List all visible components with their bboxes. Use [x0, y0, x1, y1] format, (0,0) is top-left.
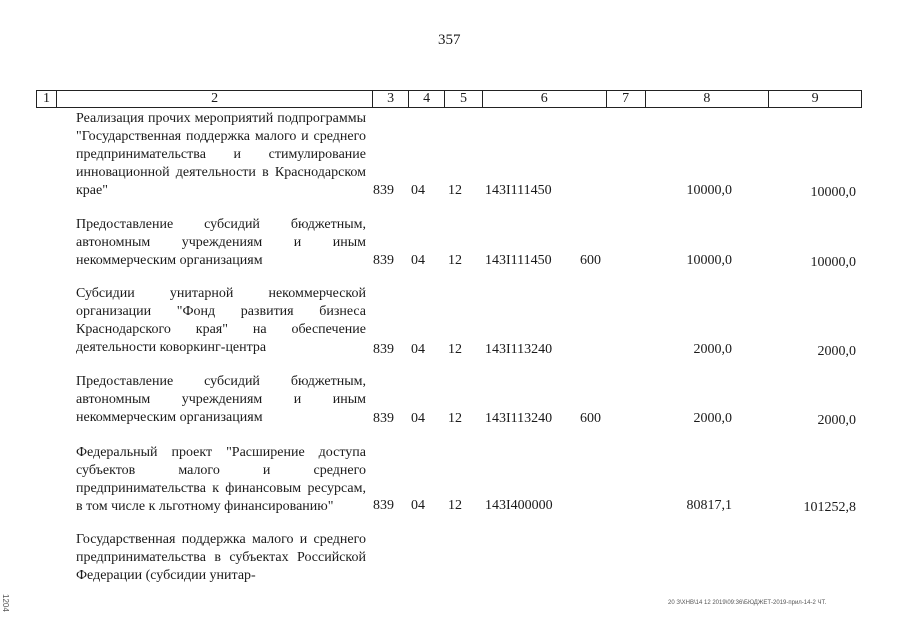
header-col-4: 4 [409, 91, 445, 107]
row-description: Государственная поддержка малого и среднего предпринимательства в субъектах Российской Федерации (субсидии унитар- [76, 532, 366, 583]
row-ved-code: 839 [373, 183, 394, 198]
row-description: Предоставление субсидий бюджетным, автономным учреждениям и иным некоммерческим организациям [76, 217, 366, 268]
row-sum-col8: 2000,0 [693, 342, 732, 357]
footer-stamp: 20 З\ХНВ\14 12 2019\09:36\БЮДЖЕТ-2019-прил-14-2 ЧТ. [668, 600, 827, 606]
row-sum-col8: 10000,0 [686, 183, 732, 198]
row-ved-code: 839 [373, 411, 394, 426]
row-sum-col9: 10000,0 [810, 185, 856, 200]
row-sum-col8: 80817,1 [686, 498, 732, 513]
row-target-code: 143I113240 [485, 342, 553, 357]
row-section-code: 04 [411, 411, 425, 426]
row-sum-col9: 2000,0 [817, 413, 856, 428]
row-subsection-code: 12 [448, 498, 462, 513]
row-ved-code: 839 [373, 253, 394, 268]
row-sum-col9: 2000,0 [817, 344, 856, 359]
row-ved-code: 839 [373, 342, 394, 357]
row-expense-type: 600 [580, 411, 601, 426]
row-description: Реализация прочих мероприятий подпрограммы "Государственная поддержка малого и среднего предпринимательства и стимулирование инновационной деятельности в Краснодарском крае" [76, 111, 366, 198]
side-page-mark: 1204 [1, 594, 10, 612]
row-target-code: 143I111450 [485, 253, 552, 268]
row-section-code: 04 [411, 183, 425, 198]
header-col-2: 2 [57, 91, 373, 107]
table-header-row [36, 90, 862, 108]
row-target-code: 143I400000 [485, 498, 553, 513]
row-description: Предоставление субсидий бюджетным, автономным учреждениям и иным некоммерческим организациям [76, 374, 366, 425]
header-col-7: 7 [607, 91, 646, 107]
page-number: 357 [438, 32, 461, 48]
row-sum-col8: 2000,0 [693, 411, 732, 426]
row-description: Федеральный проект "Расширение доступа субъектов малого и среднего предпринимательства к финансовым ресурсам, в том числе к льготному финансированию" [76, 445, 366, 514]
row-target-code: 143I111450 [485, 183, 552, 198]
header-col-9: 9 [811, 91, 819, 106]
row-ved-code: 839 [373, 498, 394, 513]
row-expense-type: 600 [580, 253, 601, 268]
row-sum-col9: 10000,0 [810, 255, 856, 270]
row-target-code: 143I113240 [485, 411, 553, 426]
row-section-code: 04 [411, 253, 425, 268]
row-subsection-code: 12 [448, 253, 462, 268]
row-sum-col9: 101252,8 [803, 500, 856, 515]
row-description: Субсидии унитарной некоммерческой организации "Фонд развития бизнеса Краснодарского края" на обеспечение деятельности коворкинг-центра [76, 286, 366, 355]
row-section-code: 04 [411, 498, 425, 513]
row-subsection-code: 12 [448, 342, 462, 357]
row-subsection-code: 12 [448, 183, 462, 198]
header-col-1: 1 [37, 91, 57, 107]
header-col-6: 6 [483, 91, 607, 107]
row-subsection-code: 12 [448, 411, 462, 426]
header-col-5: 5 [445, 91, 483, 107]
header-col-8: 8 [646, 91, 770, 107]
row-sum-col8: 10000,0 [686, 253, 732, 268]
header-col-3: 3 [373, 91, 409, 107]
row-section-code: 04 [411, 342, 425, 357]
